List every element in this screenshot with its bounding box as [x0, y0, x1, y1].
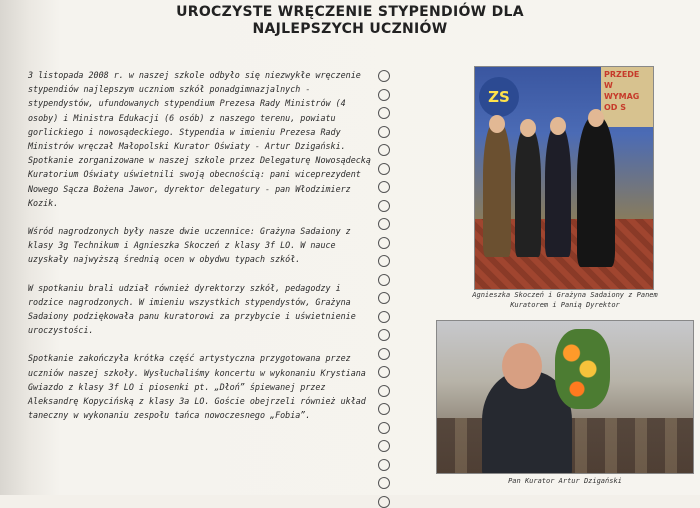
spiral-ring	[378, 477, 390, 489]
paragraph-2: Wśród nagrodzonych były nasze dwie uczennice: Grażyna Sadaiony z klasy 3g Technikum i Agnieszka Skoczeń z klasy 3f LO. W nauce uzyskały najwyższą średnią ocen w obydwu typach szkół.	[28, 226, 351, 265]
spiral-ring	[378, 255, 390, 267]
spiral-ring	[378, 274, 390, 286]
spiral-ring	[378, 292, 390, 304]
spiral-ring	[378, 366, 390, 378]
page-title	[130, 4, 570, 38]
photo-award-group	[474, 66, 654, 290]
notebook-spiral	[378, 70, 390, 490]
photo-curator-flowers	[436, 320, 694, 474]
head-1	[489, 115, 505, 133]
spiral-ring	[378, 237, 390, 249]
school-logo: ZS	[479, 77, 519, 117]
spiral-ring	[378, 311, 390, 323]
paragraph-4: Spotkanie zakończyła krótka część artystyczna przygotowana przez uczniów naszej szkoły. Wysłuchaliśmy koncertu w wykonaniu Krystiana Gwiazdo z klasy 3f LO i piosenki pt. „Dłoń” śpiewanej przez Aleksandrę Kopycińską z klasy 3a LO. Goście obejrzeli również układ taneczny w wykonaniu zespołu tańca nowoczesnego „Fobia”.	[28, 353, 366, 421]
head-3	[550, 117, 566, 135]
article-text	[28, 68, 373, 436]
person-curator	[577, 117, 615, 267]
paragraph-1: 3 listopada 2008 r. w naszej szkole odbyło się niezwykłe wręczenie stypendiów najlepszym uczniom szkół ponadgimnazjalnych - stypendystów, ufundowanych stypendium Prezesa Rady Ministrów (4 osoby) i Ministra Edukacji (6 osób) z naszego terenu, powiatu gorlickiego i nowosądeckiego. Stypendia w imieniu Prezesa Rady Ministrów wręczał Małopolski Kurator Oświaty - Artur Dzigański. Spotkanie zorganizowane w naszej szkole przez Delegaturę Nowosądecką Kuratorium Oświaty uświetnili swoją obecnością: pani wiceprezydent Nowego Sącza Bożena Jawor, dyrektor delegatury - pan Włodzimierz Kozik.	[28, 70, 371, 208]
caption-photo-2: Pan Kurator Artur Dzigański	[508, 477, 622, 485]
person-student-1	[483, 122, 511, 257]
curator-head	[502, 343, 542, 389]
paragraph-3: W spotkaniu brali udział również dyrektorzy szkół, pedagodzy i rodzice nagrodzonych. W imieniu wszystkich stypendystów, Grażyna Sadaiony podziękowała panu kuratorowi za przybycie i uświetnienie uroczystości.	[28, 282, 356, 336]
spiral-ring	[378, 403, 390, 415]
spiral-ring	[378, 348, 390, 360]
wall-banner: PRZEDE W WYMAG OD S	[601, 67, 653, 127]
spiral-ring	[378, 163, 390, 175]
spiral-ring	[378, 218, 390, 230]
spiral-ring	[378, 459, 390, 471]
title-line-2: NAJLEPSZYCH UCZNIÓW	[252, 21, 448, 37]
head-2	[520, 119, 536, 137]
spiral-ring	[378, 329, 390, 341]
spiral-ring	[378, 496, 390, 508]
person-director	[515, 127, 541, 257]
title-line-1: UROCZYSTE WRĘCZENIE STYPENDIÓW DLA	[176, 4, 524, 20]
spiral-ring	[378, 89, 390, 101]
flower-bouquet	[555, 329, 610, 409]
spiral-ring	[378, 126, 390, 138]
spiral-ring	[378, 200, 390, 212]
spiral-ring	[378, 144, 390, 156]
spiral-ring	[378, 440, 390, 452]
caption-photo-1: Agnieszka Skoczeń i Grażyna Sadaiony z Panem Kuratorem i Panią Dyrektor	[472, 291, 658, 309]
spiral-ring	[378, 181, 390, 193]
head-4	[588, 109, 604, 127]
spiral-ring	[378, 107, 390, 119]
person-student-2	[545, 125, 571, 257]
spiral-ring	[378, 385, 390, 397]
spiral-ring	[378, 422, 390, 434]
spiral-ring	[378, 70, 390, 82]
